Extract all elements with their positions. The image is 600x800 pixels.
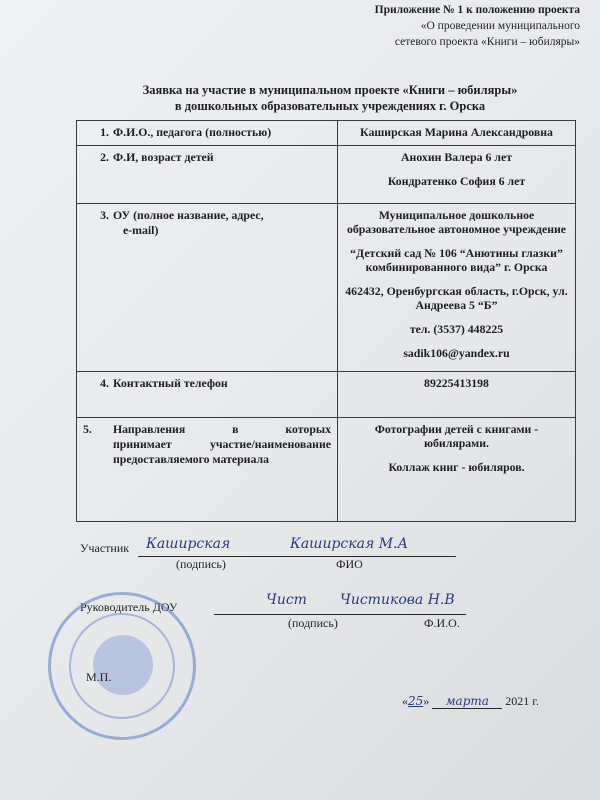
title-line-1: Заявка на участие в муниципальном проекте «Книги – юбиляры» [142,83,518,97]
row-number: 2. [100,150,109,164]
material-1: Фотографии детей с книгами - юбилярами. [374,422,539,450]
header-line-1: Приложение № 1 к положению проекта [374,4,580,16]
official-stamp [48,592,196,740]
row-label-continued: принимает участие/наименование [113,437,331,451]
participant-fio-handwriting: Каширская М.А [290,536,409,552]
header-line-3: сетевого проекта «Книги – юбиляры» [394,36,580,48]
head-fio-handwriting: Чистикова Н.В [340,592,455,608]
row-number: 1. [100,125,109,139]
table-row [77,121,576,146]
row-value-cell [338,372,576,418]
row-number: 4. [100,376,109,390]
org-email: sadik106@yandex.ru [403,346,510,360]
head-signature-caption: (подпись) [288,616,338,630]
participant-fio-caption: ФИО [336,557,363,571]
material-2: Коллаж книг - юбиляров. [388,460,525,474]
row-label: Ф.И, возраст детей [113,150,214,164]
row-label: Ф.И.О., педагога (полностью) [113,125,272,139]
document-header [375,2,580,50]
title-line-2: в дошкольных образовательных учреждениях г. Орска [174,99,486,113]
document-date [402,694,582,709]
date-month: марта [432,694,502,709]
stamp-emblem [93,635,153,695]
contact-phone: 89225413198 [424,376,489,390]
participant-signature-handwriting: Каширская [146,536,231,552]
date-quote-close: » [423,694,430,708]
table-row [77,204,576,372]
row-value-cell [338,146,576,204]
date-year: 2021 г. [505,694,539,708]
child-1: Анохин Валера 6 лет [401,150,512,164]
row-label-continued: e-mail) [123,223,159,237]
row-label-continued: предоставляемого материала [113,452,269,466]
row-label-cell [77,372,338,418]
row-number: 3. [100,208,109,222]
row-label: Контактный телефон [113,376,228,390]
child-2: Кондратенко София 6 лет [387,174,526,188]
row-label-cell [77,204,338,372]
row-value-cell [338,121,576,146]
date-quote-open: « [402,694,408,708]
row-label-cell [77,418,338,522]
head-signature-handwriting: Чист [266,592,307,608]
row-number: 5. [83,422,92,436]
document-title [60,82,600,114]
stamp-place-label: М.П. [86,670,112,684]
row-value-cell [338,418,576,522]
head-label: Руководитель ДОУ [80,600,178,614]
row-label: ОУ (полное название, адрес, [113,208,264,222]
participant-signature-caption: (подпись) [176,557,226,571]
table-row [77,372,576,418]
table-row [77,418,576,522]
row-value-cell [338,204,576,372]
head-signature-line [214,614,466,615]
teacher-name: Каширская Марина Александровна [360,125,553,139]
date-day: 25 [408,694,424,708]
participant-label: Участник [80,541,130,555]
head-fio-caption: Ф.И.О. [424,616,460,630]
org-phone: тел. (3537) 448225 [409,322,504,336]
row-label-cell [77,146,338,204]
row-label-cell [77,121,338,146]
row-label: Направления в которых [113,422,331,436]
header-line-2: «О проведении муниципального [420,20,580,32]
org-name: Муниципальное дошкольное образовательное автономное учреждение [346,208,567,236]
table-row [77,146,576,204]
org-address: 462432, Оренбургская область, г.Орск, ул. Андреева 5 “Б” [345,284,568,312]
org-full-name: “Детский сад № 106 “Анютины глазки” комбинированного вида” г. Орска [350,246,563,274]
application-table [76,120,576,522]
